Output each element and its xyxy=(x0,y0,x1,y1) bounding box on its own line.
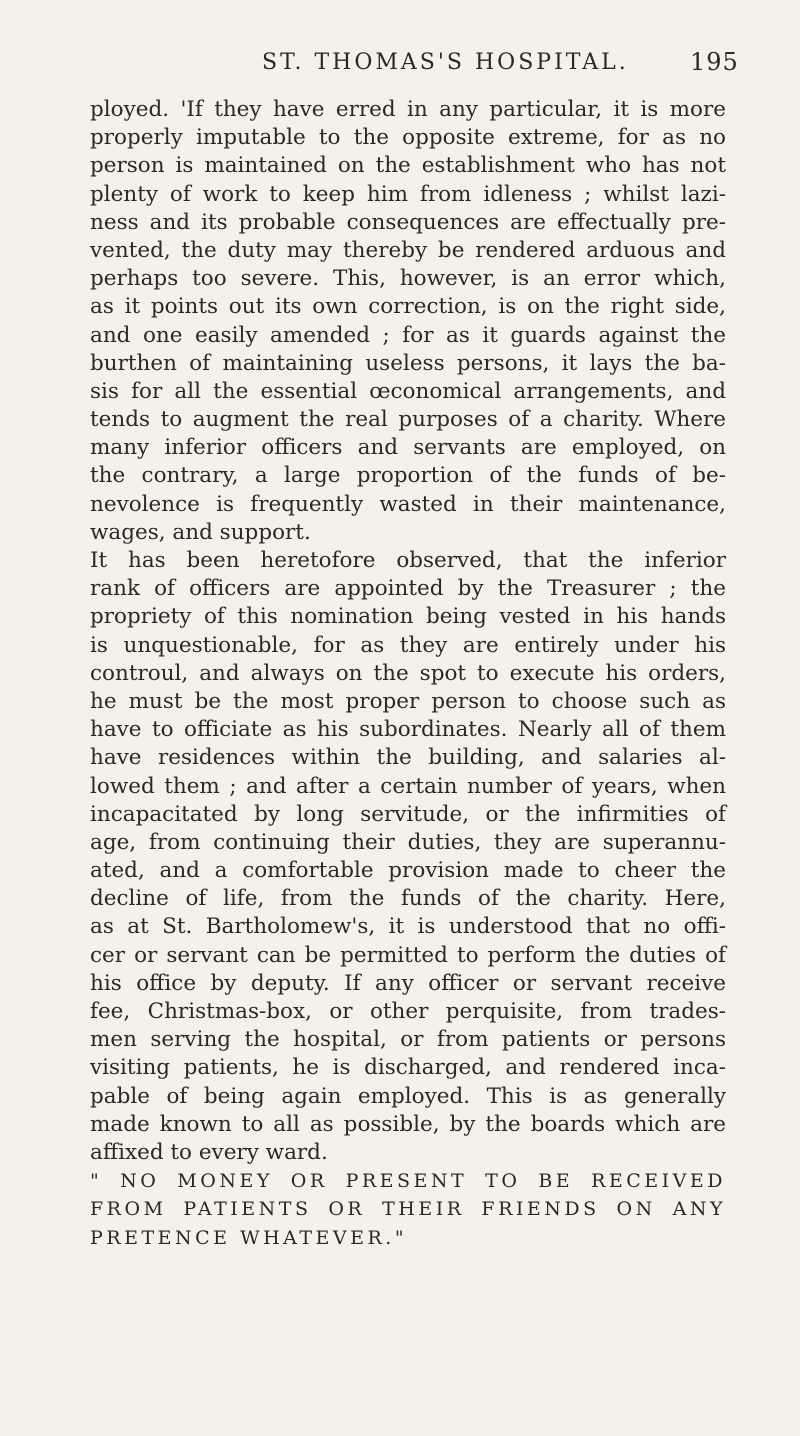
text-line: visiting patients, he is discharged, and rendered inca- xyxy=(90,1055,726,1081)
text-line: It has been heretofore observed, that the inferior xyxy=(90,548,726,573)
text-line: ness and its probable consequences are effectually pre- xyxy=(90,209,726,235)
text-line: as it points out its own correction, is on the right side, xyxy=(90,294,726,320)
running-head xyxy=(0,40,800,80)
running-title: ST. THOMAS'S HOSPITAL. xyxy=(262,50,629,75)
text-line: is unquestionable, for as they are entirely under his xyxy=(90,632,726,658)
text-line: vented, the duty may thereby be rendered arduous and xyxy=(90,237,726,263)
text-line: lowed them ; and after a certain number of years, when xyxy=(90,773,726,799)
text-line: incapacitated by long servitude, or the infirmities of xyxy=(90,801,726,827)
text-line: propriety of this nomination being vested in his hands xyxy=(90,604,726,630)
text-line: plenty of work to keep him from idleness ; whilst lazi- xyxy=(90,181,726,207)
text-line: have to officiate as his subordinates. Nearly all of them xyxy=(90,717,726,743)
text-line: person is maintained on the establishment who has not xyxy=(90,153,726,179)
text-line: cer or servant can be permitted to perform the duties of xyxy=(90,942,726,968)
notice-line: " NO MONEY OR PRESENT TO BE RECEIVED xyxy=(90,1170,726,1193)
text-line: ated, and a comfortable provision made to cheer the xyxy=(90,858,726,884)
text-line: have residences within the building, and salaries al- xyxy=(90,745,726,771)
page-number: 195 xyxy=(690,48,739,76)
text-line: perhaps too severe. This, however, is an error which, xyxy=(90,266,726,292)
text-line: and one easily amended ; for as it guards against the xyxy=(90,322,726,348)
notice-line: PRETENCE WHATEVER." xyxy=(90,1226,408,1249)
text-line: men serving the hospital, or from patients or persons xyxy=(90,1027,726,1053)
text-line: fee, Christmas-box, or other perquisite, from trades- xyxy=(90,999,726,1024)
text-line: decline of life, from the funds of the charity. Here, xyxy=(90,886,726,912)
text-line: ployed. 'If they have erred in any particular, it is more xyxy=(90,97,726,122)
text-line: nevolence is frequently wasted in their maintenance, xyxy=(90,491,726,517)
text-line: rank of officers are appointed by the Treasurer ; the xyxy=(90,576,726,602)
text-line: sis for all the essential œconomical arrangements, and xyxy=(90,378,726,404)
text-line: as at St. Bartholomew's, it is understood that no offi- xyxy=(90,914,726,940)
text-line: properly imputable to the opposite extreme, for as no xyxy=(90,125,726,151)
text-line: tends to augment the real purposes of a charity. Where xyxy=(90,407,726,433)
text-line: affixed to every ward. xyxy=(90,1139,328,1165)
text-line: pable of being again employed. This is as generally xyxy=(90,1083,726,1109)
text-line: burthen of maintaining useless persons, it lays the ba- xyxy=(90,350,726,376)
text-line: the contrary, a large proportion of the funds of be- xyxy=(90,463,726,489)
text-line: many inferior officers and servants are employed, on xyxy=(90,435,726,461)
text-line: he must be the most proper person to choose such as xyxy=(90,688,726,714)
text-line: age, from continuing their duties, they are superannu- xyxy=(90,829,726,855)
body-text xyxy=(90,96,726,1252)
notice-line: FROM PATIENTS OR THEIR FRIENDS ON ANY xyxy=(90,1198,726,1221)
text-line: controul, and always on the spot to execute his orders, xyxy=(90,660,726,686)
text-line: wages, and support. xyxy=(90,519,311,545)
text-line: his office by deputy. If any officer or servant receive xyxy=(90,970,726,996)
text-line: made known to all as possible, by the boards which are xyxy=(90,1111,726,1137)
